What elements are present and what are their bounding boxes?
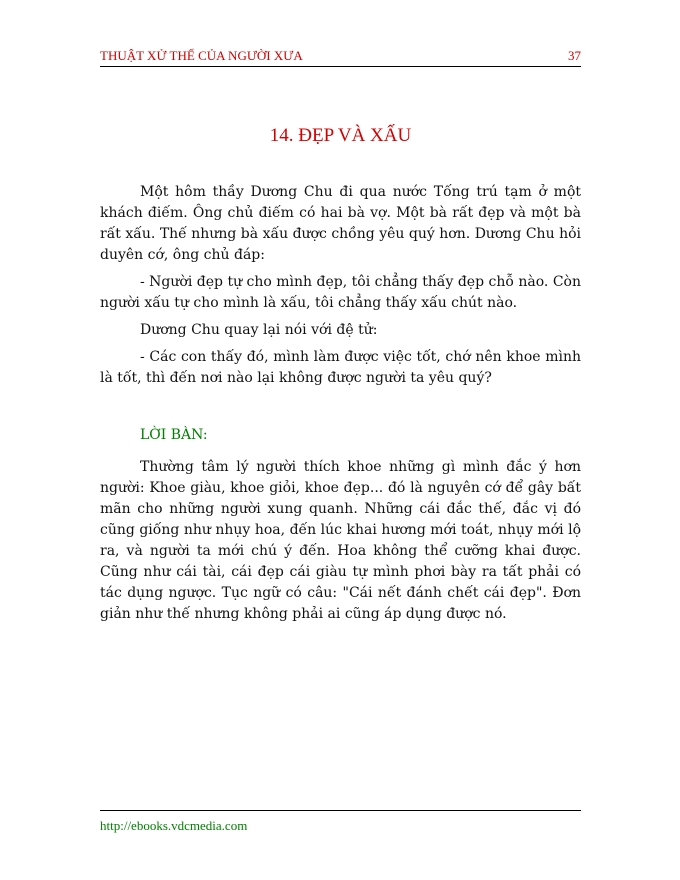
commentary-paragraph: Thường tâm lý người thích khoe những gì mình đắc ý hơn người: Khoe giàu, khoe giỏi, khoe đẹp... đó là nguyên cớ để gây bất mãn cho những người xung quanh. Những cái đắc thế, đắc vị đó cũng giống như nhụy hoa, đến lúc khai hương mới toát, nhụy mới lộ ra, và người ta mới chú ý đến. Hoa không thể cưỡng khai được. Cũng như cái tài, cái đẹp cái giàu tự mình phơi bày ra tất phải có tác dụng ngược. Tục ngữ có câu: "Cái nết đánh chết cái đẹp". Đơn giản như thế nhưng không phải ai cũng áp dụng được nó.	[100, 459, 581, 622]
page-header	[100, 48, 581, 67]
book-title: THUẬT XỬ THẾ CỦA NGƯỜI XƯA	[100, 48, 303, 63]
footer-url-link[interactable]: http://ebooks.vdcmedia.com	[100, 818, 248, 833]
commentary-text	[100, 457, 581, 625]
page-number: 37	[568, 48, 581, 63]
commentary-heading: LỜI BÀN:	[140, 427, 208, 443]
story-paragraph: - Các con thấy đó, mình làm được việc tốt, chớ nên khoe mình là tốt, thì đến nơi nào lại không được người ta yêu quý?	[100, 349, 581, 386]
chapter-title: 14. ĐẸP VÀ XẤU	[269, 125, 412, 146]
footer-divider	[100, 810, 581, 811]
story-text	[100, 182, 581, 389]
story-paragraph: Một hôm thầy Dương Chu đi qua nước Tống trú tạm ở một khách điếm. Ông chủ điếm có hai bà vợ. Một bà rất đẹp và một bà rất xấu. Thế nhưng bà xấu được chồng yêu quý hơn. Dương Chu hỏi duyên cớ, ông chủ đáp:	[100, 184, 581, 263]
story-paragraph: - Người đẹp tự cho mình đẹp, tôi chẳng thấy đẹp chỗ nào. Còn người xấu tự cho mình là xấu, tôi chẳng thấy xấu chút nào.	[100, 274, 581, 311]
story-paragraph: Dương Chu quay lại nói với đệ tử:	[140, 322, 378, 338]
